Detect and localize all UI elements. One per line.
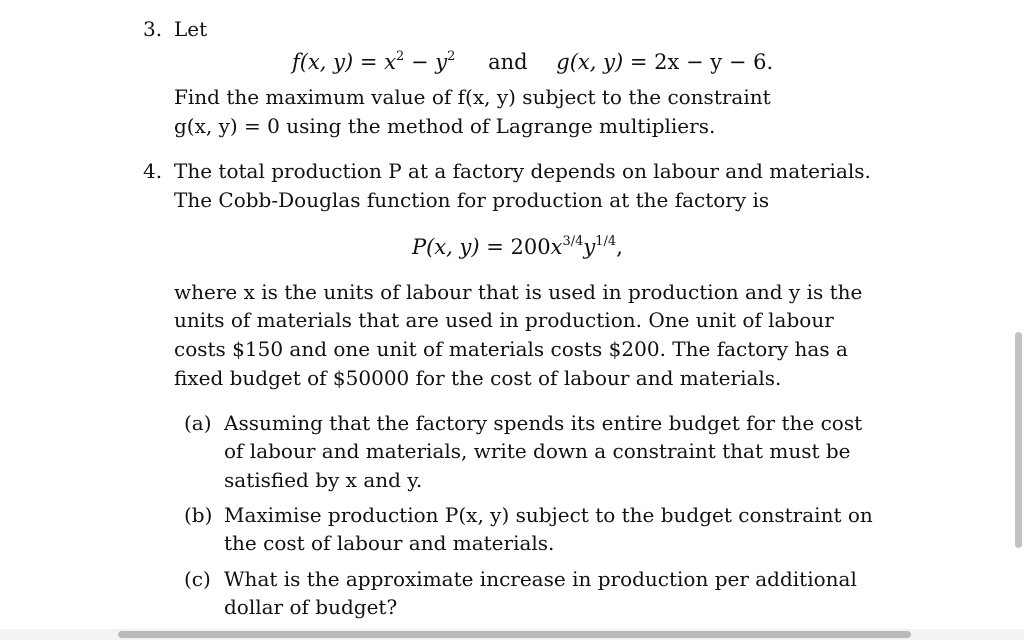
eq-f-minus: − [404,50,436,74]
eq-p-lhs: P(x, y) [412,235,480,259]
eq-g-lhs: g(x, y) [556,50,624,74]
question-3-number: 3. [143,17,163,41]
eq-p-y: y [583,235,596,259]
eq-p-coef: 200 [510,235,551,259]
eq-g-rhs: 2x − y − 6. [654,50,774,74]
cobb-douglas-equation: P(x, $y) = 200x^{3/4}y^{1/4}$, [412,234,623,259]
part-a-line-3: satisfied by x and y. [224,468,423,492]
eq-f-lhs: f(x, y) [292,50,354,74]
question-3-intro: Let [174,17,208,41]
eq-f-exp2: 2 [447,49,456,64]
question-3-line-1: Find the maximum value of f(x, y) subject to the constraint [174,85,771,109]
question-4-para-line-3: costs $150 and one unit of materials costs $200. The factory has a [174,337,848,361]
part-c-line-2: dollar of budget? [224,595,398,619]
eq-f-x: x [384,50,397,74]
part-a-line-1: Assuming that the factory spends its entire budget for the cost [224,411,863,435]
eq-p-x-exp: 3/4 [562,234,584,249]
part-c-line-1: What is the approximate increase in production per additional [224,567,857,591]
part-b-label: (b) [184,503,213,527]
eq-and: and [488,50,528,74]
eq-p-y-exp: 1/4 [595,234,617,249]
part-a-line-2: of labour and materials, write down a constraint that must be [224,439,851,463]
horizontal-scrollbar-track[interactable] [0,629,1024,640]
question-3-equations: f(x, $y) = x^2 - y^2$ and g(x, y) = 2x − y − 6. [292,49,774,74]
question-3-line-2: g(x, y) = 0 using the method of Lagrange multipliers. [174,114,716,138]
eq-f-exp1: 2 [396,49,405,64]
part-b-line-1: Maximise production P(x, y) subject to the budget constraint on [224,503,873,527]
eq-p-x: x [550,235,563,259]
question-4-number: 4. [143,159,163,183]
horizontal-scrollbar-thumb[interactable] [118,631,911,638]
eq-f-y: y [435,50,448,74]
question-4-line-1: The total production P at a factory depends on labour and materials. [174,159,871,183]
part-b-line-2: the cost of labour and materials. [224,531,555,555]
question-4-line-2: The Cobb-Douglas function for production at the factory is [174,188,770,212]
question-4-para-line-1: where x is the units of labour that is used in production and y is the [174,280,863,304]
part-c-label: (c) [184,567,211,591]
question-4-para-line-4: fixed budget of $50000 for the cost of labour and materials. [174,366,782,390]
part-a-label: (a) [184,411,212,435]
eq-p-end: , [616,235,623,259]
question-4-para-line-2: units of materials that are used in production. One unit of labour [174,308,834,332]
vertical-scrollbar-thumb[interactable] [1015,332,1022,548]
